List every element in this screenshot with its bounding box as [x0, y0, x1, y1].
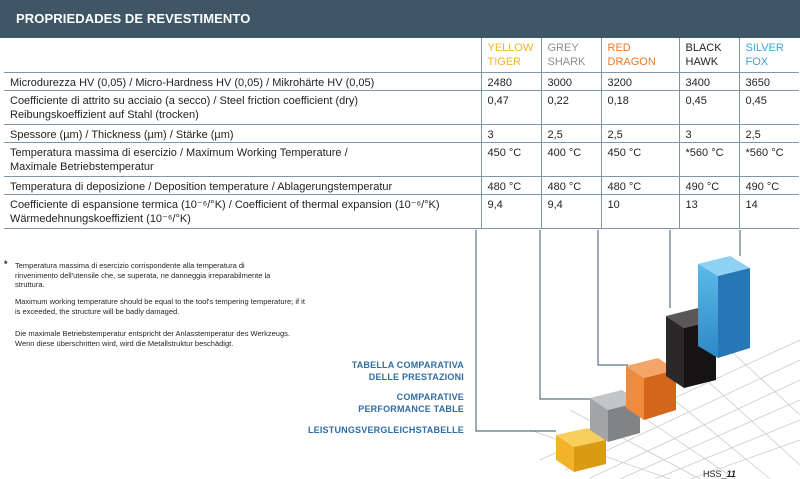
cell-value: 490 °C [739, 177, 799, 195]
comparison-title-it: TABELLA COMPARATIVA DELLE PRESTAZIONI [351, 360, 464, 382]
cell-value: 3650 [739, 73, 799, 91]
section-title: PROPRIEDADES DE REVESTIMENTO [16, 11, 251, 26]
row-label: Temperatura di deposizione / Deposition temperature / Ablagerungstemperatur [4, 177, 481, 195]
page-prefix: HSS_ [703, 469, 727, 479]
cell-value: 9,4 [541, 195, 601, 229]
cell-value: 450 °C [601, 143, 679, 177]
cell-value: 13 [679, 195, 739, 229]
cell-value: *560 °C [739, 143, 799, 177]
table-row [4, 91, 799, 125]
row-label: Temperatura massima di esercizio / Maximum Working Temperature / Maximale Betriebstemperatur [4, 143, 481, 177]
col-silver-fox: SILVER FOX [739, 38, 799, 73]
cell-value: 14 [739, 195, 799, 229]
cell-value: 0,45 [739, 91, 799, 125]
cell-value: 0,45 [679, 91, 739, 125]
row-label: Microdurezza HV (0,05) / Micro-Hardness HV (0,05) / Mikrohärte HV (0,05) [4, 73, 481, 91]
cell-value: 3 [481, 125, 541, 143]
table-row [4, 195, 799, 229]
cell-value: 3 [679, 125, 739, 143]
label-header-cell [4, 38, 481, 73]
cell-value: 3000 [541, 73, 601, 91]
cell-value: 480 °C [481, 177, 541, 195]
col-red-dragon: RED DRAGON [601, 38, 679, 73]
footnote-italian: Temperatura massima di esercizio corrispondente alla temperatura di rinvenimento dell'utensile che, se superata, ne danneggia irreparabilmente la struttura. [15, 261, 271, 289]
table-row [4, 177, 799, 195]
cell-value: 2,5 [601, 125, 679, 143]
comparison-title-de: LEISTUNGSVERGLEICHSTABELLE [307, 425, 464, 435]
cell-value: 480 °C [541, 177, 601, 195]
col-grey-shark: GREY SHARK [541, 38, 601, 73]
col-yellow-tiger: YELLOW TIGER [481, 38, 541, 73]
cell-value: 0,18 [601, 91, 679, 125]
cell-value: 3200 [601, 73, 679, 91]
col-black-hawk: BLACK HAWK [679, 38, 739, 73]
table-row [4, 125, 799, 143]
footnote-english: Maximum working temperature should be equal to the tool's tempering temperature; if it is exceeded, the structure will be badly damaged. [15, 297, 305, 316]
coating-properties-table [4, 38, 799, 229]
row-label: Spessore (µm) / Thickness (µm) / Stärke (µm) [4, 125, 481, 143]
cell-value: 2480 [481, 73, 541, 91]
section-header [0, 0, 800, 38]
cell-value: 2,5 [739, 125, 799, 143]
footnote-mark: * [4, 259, 8, 269]
page-number [703, 469, 736, 479]
cell-value: 10 [601, 195, 679, 229]
cell-value: 0,22 [541, 91, 601, 125]
row-label: Coefficiente di espansione termica (10⁻⁶/°K) / Coefficient of thermal expansion (10⁻⁶/°K) Wärmedehnungskoeffizient (10⁻⁶/°K) [4, 195, 481, 229]
silver-fox-cube [698, 256, 750, 358]
cell-value: 2,5 [541, 125, 601, 143]
comparison-title-en: COMPARATIVE PERFORMANCE TABLE [358, 392, 464, 414]
cell-value: *560 °C [679, 143, 739, 177]
comparison-illustration [470, 230, 800, 479]
row-label: Coefficiente di attrito su acciaio (a secco) / Steel friction coefficient (dry) Reibungskoeffizient auf Stahl (trocken) [4, 91, 481, 125]
cell-value: 490 °C [679, 177, 739, 195]
table-row [4, 143, 799, 177]
cell-value: 450 °C [481, 143, 541, 177]
table-row [4, 73, 799, 91]
table-header-row [4, 38, 799, 73]
footnote-german: Die maximale Betriebstemperatur entspricht der Anlasstemperatur des Werkzeugs. Wenn diese überschritten wird, wird die Metallstruktur beschädigt. [15, 329, 290, 348]
page-number-value: 11 [726, 469, 736, 479]
cell-value: 0,47 [481, 91, 541, 125]
cell-value: 3400 [679, 73, 739, 91]
cell-value: 9,4 [481, 195, 541, 229]
cell-value: 480 °C [601, 177, 679, 195]
cell-value: 400 °C [541, 143, 601, 177]
